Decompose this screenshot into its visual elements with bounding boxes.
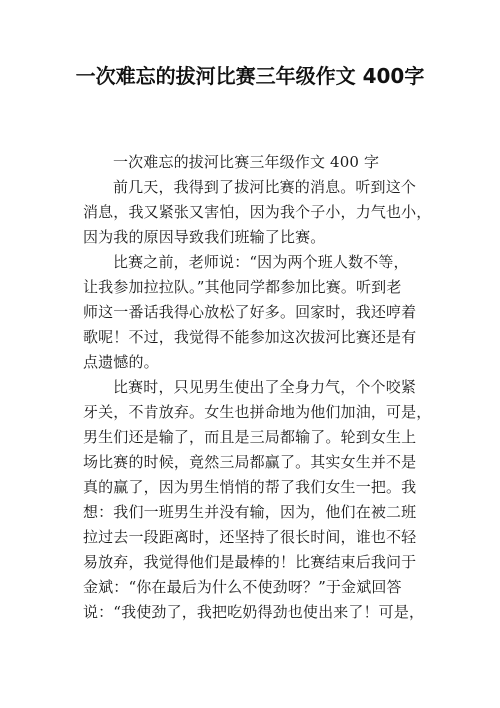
text-line: 点遗憾的。 <box>83 353 159 371</box>
text-line: 拉过去一段距离时，还坚持了很长时间，谁也不轻 <box>83 528 417 546</box>
text-line: 牙关，不肯放弃。女生也拼命地为他们加油，可是， <box>83 403 432 421</box>
text-line: 消息，我又紧张又害怕，因为我个子小，力气也小， <box>83 203 432 221</box>
paragraph-subtitle <box>83 150 423 175</box>
text-line: 场比赛的时候，竟然三局都赢了。其实女生并不是 <box>83 453 417 471</box>
text-line: 说：“我使劲了，我把吃奶得劲也使出来了！可是， <box>83 603 425 621</box>
text-line: 歌呢！不过，我觉得不能参加这次拔河比赛还是有 <box>83 328 417 346</box>
text-line: 真的赢了，因为男生悄悄的帮了我们女生一把。我 <box>83 478 417 496</box>
paragraph-1 <box>83 175 432 250</box>
text-line: 师这一番话我得心放松了好多。回家时，我还哼着 <box>83 303 417 321</box>
paragraph-3 <box>83 375 432 625</box>
text-line: 让我参加拉拉队。”其他同学都参加比赛。听到老 <box>83 278 402 296</box>
text-line: 金斌：“你在最后为什么不使劲呀？”于金斌回答 <box>83 578 402 596</box>
paragraph-2 <box>83 250 423 375</box>
text-line: 前几天，我得到了拔河比赛的消息。听到这个 <box>113 178 417 196</box>
text-line: 男生们还是输了，而且是三局都输了。轮到女生上 <box>83 428 417 446</box>
text-line: 因为我的原因导致我们班输了比赛。 <box>83 228 326 246</box>
text-line: 比赛之前，老师说：“因为两个班人数不等， <box>113 253 409 271</box>
document-title: 一次难忘的拔河比赛三年级作文 400字 <box>75 64 425 88</box>
document-body <box>83 150 432 625</box>
text-line: 一次难忘的拔河比赛三年级作文 400 字 <box>113 153 380 171</box>
text-line: 想：我们一班男生并没有输，因为，他们在被二班 <box>83 503 417 521</box>
text-line: 易放弃，我觉得他们是最棒的！比赛结束后我问于 <box>83 553 417 571</box>
text-line: 比赛时，只见男生使出了全身力气，个个咬紧 <box>113 378 417 396</box>
